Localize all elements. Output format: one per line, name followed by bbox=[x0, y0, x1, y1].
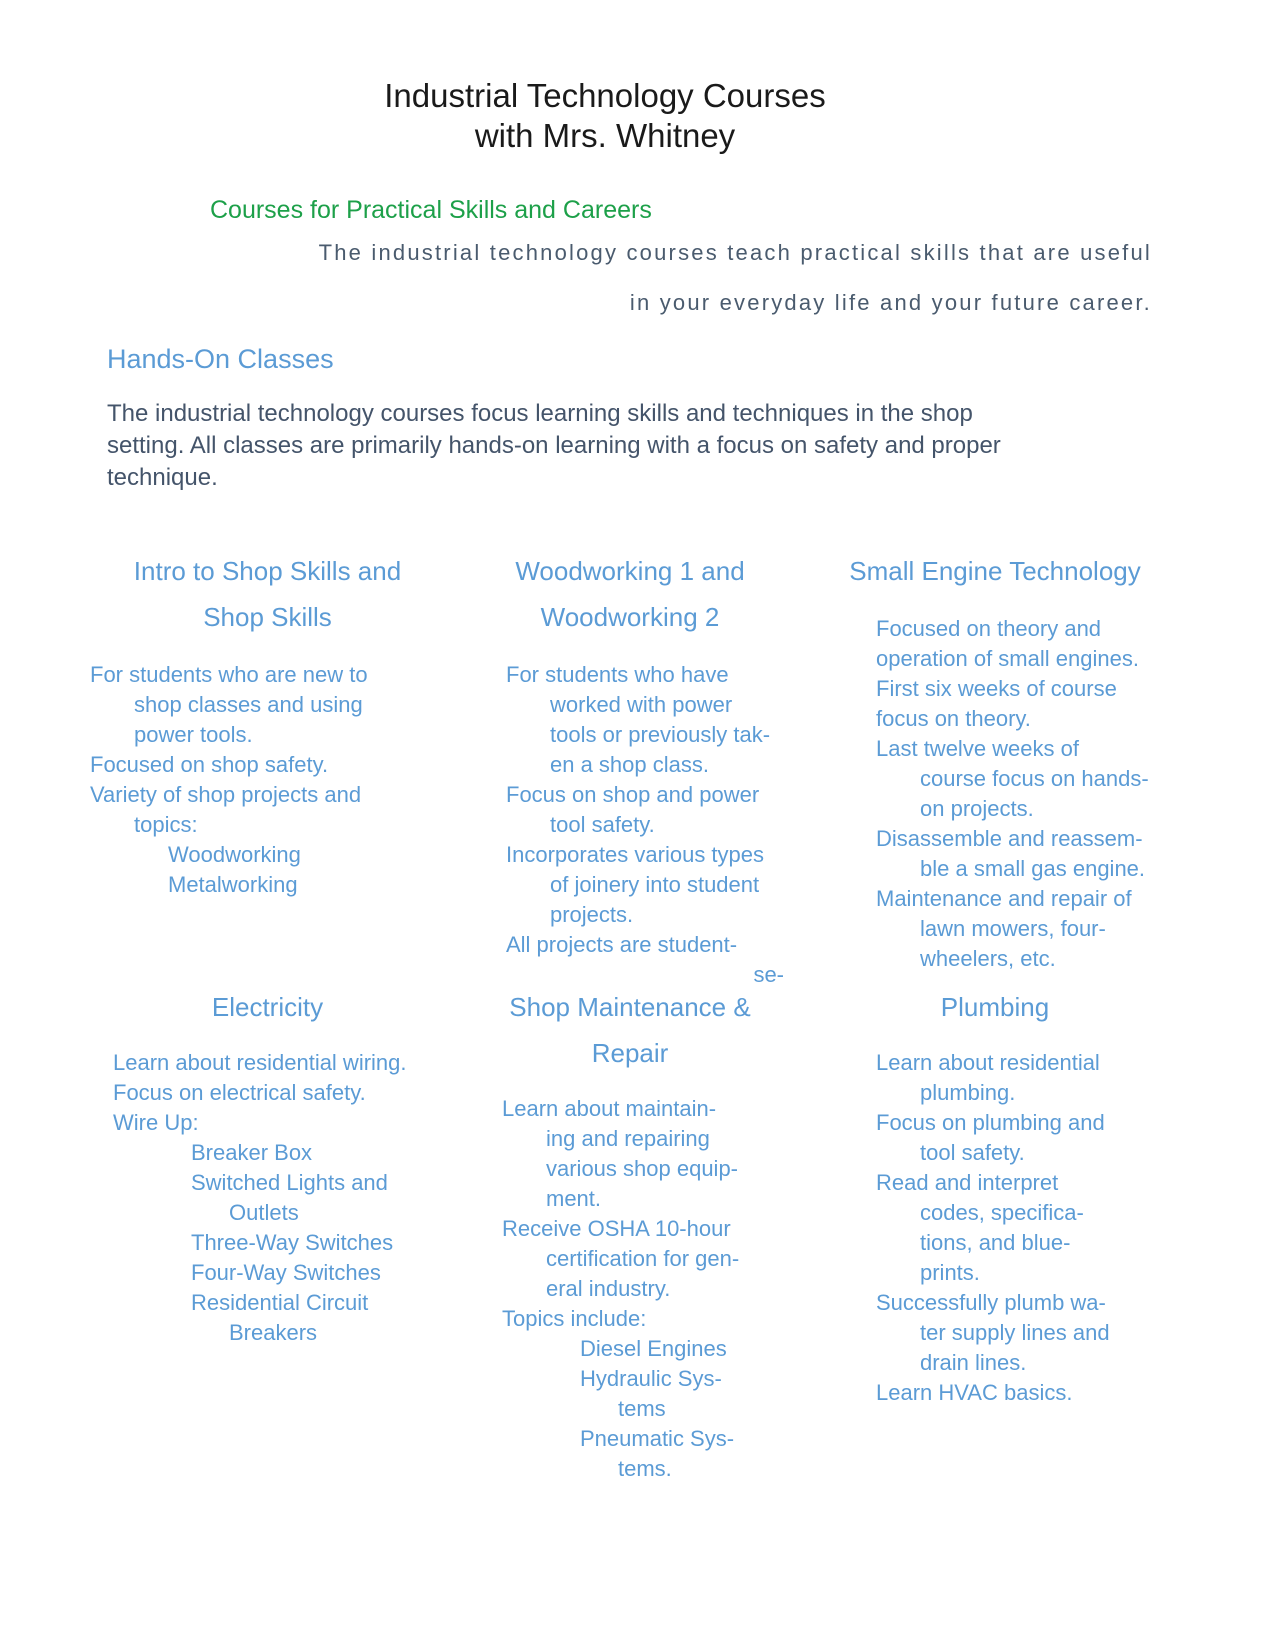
course-text-line: Incorporates various types bbox=[506, 842, 765, 867]
course-text-line: All projects are student- bbox=[506, 932, 738, 957]
course-title-line: Intro to Shop Skills and bbox=[133, 556, 402, 586]
intro-paragraph-line: setting. All classes are primarily hands-on learning with a focus on safety and proper bbox=[107, 432, 1001, 459]
course-text-line: codes, specifica- bbox=[920, 1200, 1084, 1225]
course-text-line: topics: bbox=[134, 812, 198, 837]
green-subheading: Courses for Practical Skills and Careers bbox=[210, 196, 652, 224]
course-title-line: Woodworking 1 and bbox=[515, 556, 745, 586]
course-text-line: Focus on electrical safety. bbox=[113, 1080, 366, 1105]
course-text-line: Topics include: bbox=[502, 1306, 647, 1331]
course-text-line: course focus on hands- bbox=[920, 766, 1149, 791]
courses-row-2 bbox=[85, 984, 1180, 1484]
course-electricity bbox=[85, 984, 450, 1484]
course-text-line: shop classes and using bbox=[134, 692, 363, 717]
tagline-line: in your everyday life and your future career. bbox=[629, 290, 1152, 315]
course-title-line: Electricity bbox=[211, 992, 324, 1022]
intro-paragraph-line: technique. bbox=[107, 464, 218, 491]
course-text-line: Focused on shop safety. bbox=[90, 752, 329, 777]
course-text-line: ment. bbox=[546, 1186, 602, 1211]
course-intro-to-shop-skills bbox=[85, 548, 450, 990]
course-text-line: of joinery into student bbox=[550, 872, 760, 897]
course-text-line: Learn HVAC basics. bbox=[876, 1380, 1073, 1405]
course-text-line: Wire Up: bbox=[113, 1110, 199, 1135]
course-text-line: projects. bbox=[550, 902, 634, 927]
course-shop-maintenance-repair bbox=[450, 984, 810, 1484]
course-text-line: plumbing. bbox=[920, 1080, 1016, 1105]
tagline bbox=[240, 228, 1152, 328]
course-text-line: Three-Way Switches bbox=[191, 1230, 394, 1255]
course-text-line: Metalworking bbox=[168, 872, 298, 897]
course-text-line: Woodworking bbox=[168, 842, 301, 867]
course-title bbox=[810, 548, 1180, 594]
course-text-line: lawn mowers, four- bbox=[920, 916, 1106, 941]
course-text-line: wheelers, etc. bbox=[920, 946, 1056, 971]
course-text-line: Pneumatic Sys- bbox=[580, 1426, 735, 1451]
course-text-line: Maintenance and repair of bbox=[876, 886, 1132, 911]
course-plumbing bbox=[810, 984, 1180, 1484]
course-text-line: For students who are new to bbox=[90, 662, 368, 687]
course-text-line: Learn about residential bbox=[876, 1050, 1100, 1075]
course-text-line: Switched Lights and bbox=[191, 1170, 388, 1195]
page-title bbox=[0, 76, 1210, 156]
course-title-line: Shop Maintenance & bbox=[509, 992, 751, 1022]
intro-paragraph bbox=[107, 398, 1001, 494]
course-text-line: tool safety. bbox=[920, 1140, 1025, 1165]
course-body bbox=[876, 614, 1180, 974]
course-text-line: focus on theory. bbox=[876, 706, 1031, 731]
course-text-line: tems. bbox=[618, 1456, 672, 1481]
page-title-line: with Mrs. Whitney bbox=[474, 117, 736, 154]
course-text-line: Focus on plumbing and bbox=[876, 1110, 1105, 1135]
course-title-line: Repair bbox=[591, 1038, 669, 1068]
course-title-line: Woodworking 2 bbox=[540, 602, 720, 632]
course-text-line: drain lines. bbox=[920, 1350, 1027, 1375]
course-text-line: Focused on theory and bbox=[876, 616, 1102, 641]
course-text-line: Breakers bbox=[229, 1320, 318, 1345]
course-text-line: Hydraulic Sys- bbox=[580, 1366, 722, 1391]
course-text-line: Read and interpret bbox=[876, 1170, 1059, 1195]
course-text-line: Learn about maintain- bbox=[502, 1096, 717, 1121]
course-text-line: tools or previously tak- bbox=[550, 722, 771, 747]
course-body bbox=[90, 660, 450, 900]
course-text-line: operation of small engines. bbox=[876, 646, 1139, 671]
course-text-line: Variety of shop projects and bbox=[90, 782, 362, 807]
tagline-line: The industrial technology courses teach practical skills that are useful bbox=[318, 240, 1152, 265]
course-body bbox=[506, 660, 810, 990]
course-text-line: Breaker Box bbox=[191, 1140, 313, 1165]
course-text-line: se- bbox=[753, 962, 784, 987]
course-text-line: Last twelve weeks of bbox=[876, 736, 1079, 761]
course-text-line: tions, and blue- bbox=[920, 1230, 1071, 1255]
course-text-line: ble a small gas engine. bbox=[920, 856, 1146, 881]
course-text-line: Diesel Engines bbox=[580, 1336, 727, 1361]
course-title bbox=[450, 984, 810, 1076]
course-text-line: Receive OSHA 10-hour bbox=[502, 1216, 731, 1241]
course-woodworking bbox=[450, 548, 810, 990]
course-small-engine-technology bbox=[810, 548, 1180, 990]
course-title-line: Shop Skills bbox=[203, 602, 332, 632]
course-text-line: Residential Circuit bbox=[191, 1290, 369, 1315]
course-text-line: ing and repairing bbox=[546, 1126, 710, 1151]
course-text-line: certification for gen- bbox=[546, 1246, 740, 1271]
course-text-line: tool safety. bbox=[550, 812, 655, 837]
course-title-line: Plumbing bbox=[940, 992, 1050, 1022]
course-text-line: Focus on shop and power bbox=[506, 782, 760, 807]
course-text-line: power tools. bbox=[134, 722, 253, 747]
course-text-line: prints. bbox=[920, 1260, 980, 1285]
course-text-line: Outlets bbox=[229, 1200, 299, 1225]
course-body bbox=[876, 1048, 1180, 1408]
page-title-line: Industrial Technology Courses bbox=[384, 77, 826, 114]
course-title bbox=[85, 548, 450, 640]
course-title bbox=[85, 984, 450, 1030]
course-text-line: Successfully plumb wa- bbox=[876, 1290, 1106, 1315]
course-text-line: Learn about residential wiring. bbox=[113, 1050, 407, 1075]
course-body bbox=[502, 1094, 810, 1484]
section-heading-hands-on-classes: Hands-On Classes bbox=[107, 344, 334, 374]
course-text-line: tems bbox=[618, 1396, 666, 1421]
course-title bbox=[450, 548, 810, 640]
course-title bbox=[810, 984, 1180, 1030]
course-text-line: First six weeks of course bbox=[876, 676, 1117, 701]
course-text-line: For students who have bbox=[506, 662, 729, 687]
course-text-line: ter supply lines and bbox=[920, 1320, 1110, 1345]
intro-paragraph-line: The industrial technology courses focus learning skills and techniques in the shop bbox=[107, 400, 973, 427]
course-text-line: eral industry. bbox=[546, 1276, 671, 1301]
course-text-line: on projects. bbox=[920, 796, 1034, 821]
course-title-line: Small Engine Technology bbox=[849, 556, 1141, 586]
courses-row-1 bbox=[85, 548, 1180, 990]
course-text-line: Four-Way Switches bbox=[191, 1260, 381, 1285]
course-text-line: en a shop class. bbox=[550, 752, 709, 777]
course-text-line: Disassemble and reassem- bbox=[876, 826, 1143, 851]
course-text-line: worked with power bbox=[550, 692, 733, 717]
course-body bbox=[113, 1048, 450, 1348]
course-text-line: various shop equip- bbox=[546, 1156, 739, 1181]
